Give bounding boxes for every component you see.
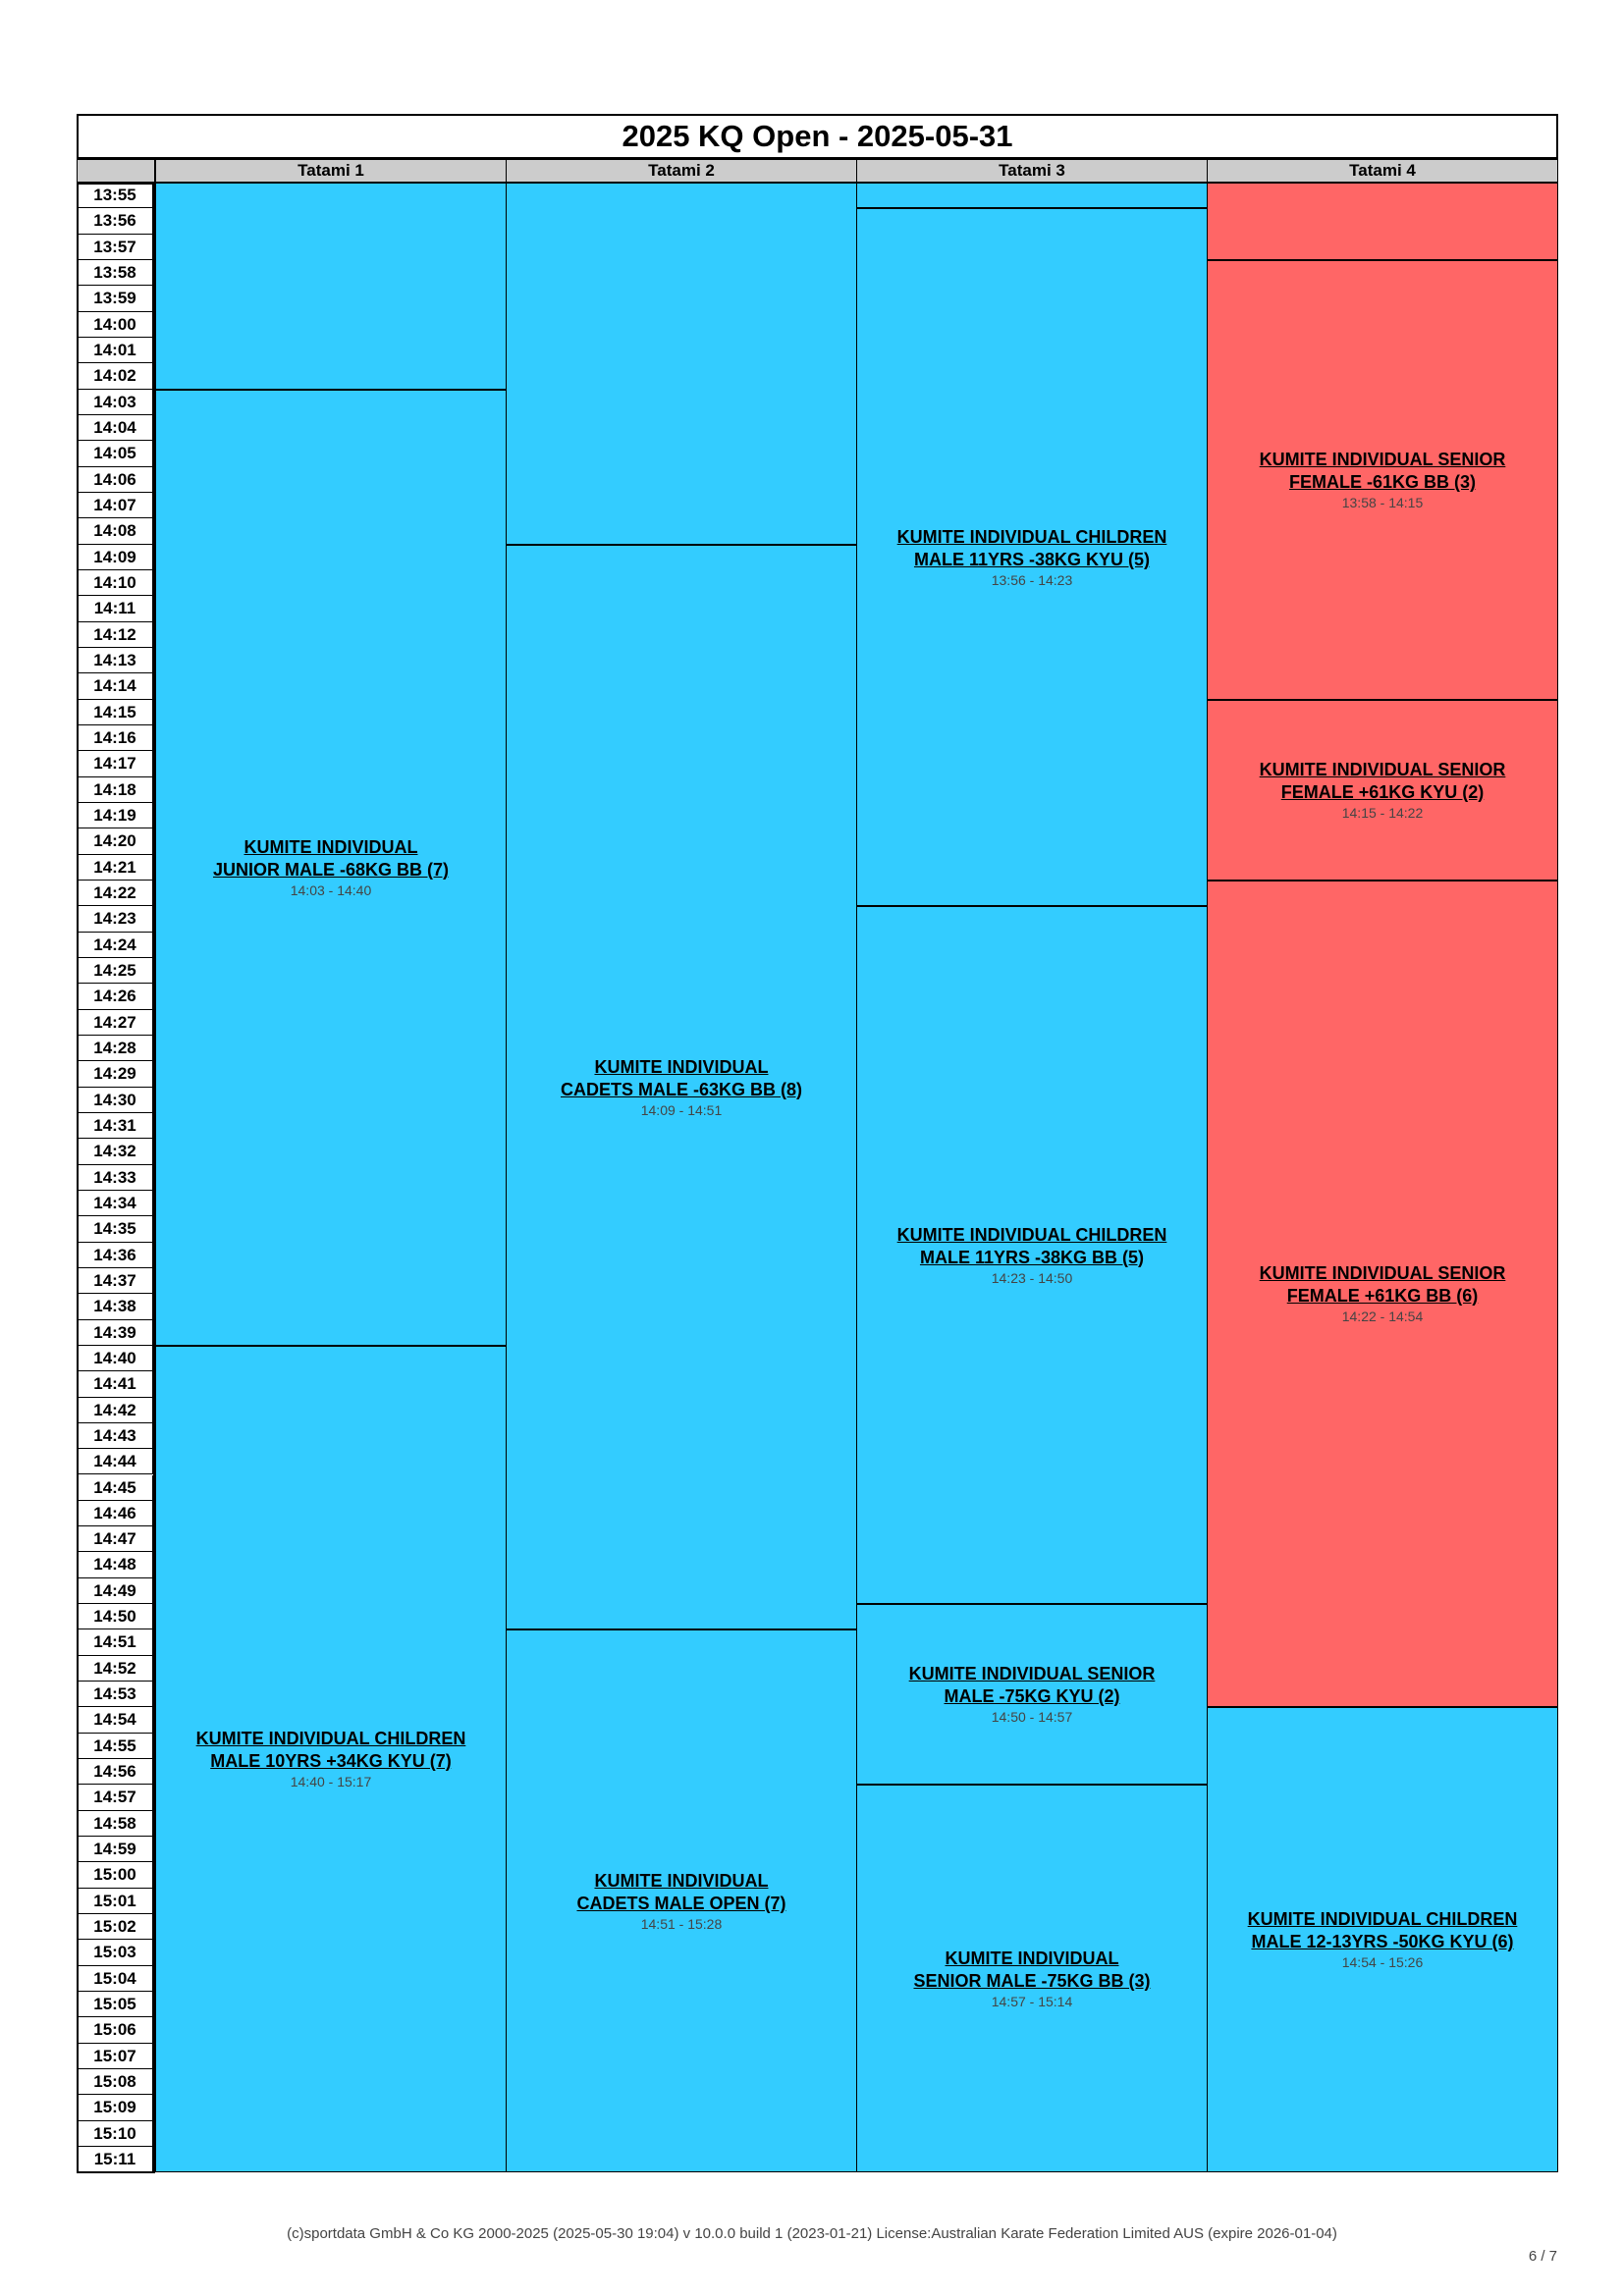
time-slot-label: 14:48 <box>77 1552 153 1577</box>
schedule-block <box>506 545 857 1630</box>
schedule-block <box>856 183 1208 208</box>
time-slot-label: 14:04 <box>77 415 153 441</box>
time-slot-label: 14:53 <box>77 1682 153 1707</box>
category-name: KUMITE INDIVIDUAL SENIOR FEMALE +61KG BB (6) <box>1259 1263 1506 1307</box>
time-slot-label: 14:47 <box>77 1526 153 1552</box>
time-slot-label: 14:15 <box>77 700 153 725</box>
schedule-block <box>856 906 1208 1604</box>
time-slot-label: 14:29 <box>77 1061 153 1087</box>
time-slot-label: 15:11 <box>77 2147 153 2172</box>
schedule-block <box>1207 260 1558 700</box>
time-slot-label: 14:27 <box>77 1010 153 1036</box>
time-slot-label: 14:12 <box>77 622 153 648</box>
category-name: KUMITE INDIVIDUAL SENIOR FEMALE -61KG BB (3) <box>1259 449 1506 492</box>
time-slot-label: 14:57 <box>77 1785 153 1810</box>
category-name: KUMITE INDIVIDUAL SENIOR MALE -75KG KYU (2) <box>908 1664 1156 1707</box>
tatami-3-header: Tatami 3 <box>856 159 1208 183</box>
time-slot-label: 14:23 <box>77 906 153 932</box>
time-slot-label: 14:24 <box>77 933 153 958</box>
time-slot-label: 14:11 <box>77 596 153 621</box>
time-slot-label: 14:55 <box>77 1734 153 1759</box>
schedule-block <box>155 1346 507 2173</box>
time-slot-label: 13:59 <box>77 286 153 311</box>
time-slot-label: 14:35 <box>77 1216 153 1242</box>
time-slot-label: 14:33 <box>77 1165 153 1191</box>
time-range: 14:09 - 14:51 <box>640 1101 723 1118</box>
time-slot-label: 15:04 <box>77 1966 153 1992</box>
time-range: 14:57 - 15:14 <box>991 1993 1073 2009</box>
time-range: 14:22 - 14:54 <box>1341 1308 1424 1325</box>
time-slot-label: 15:07 <box>77 2044 153 2069</box>
time-slot-label: 15:00 <box>77 1862 153 1888</box>
schedule-block <box>506 183 857 545</box>
time-slot-label: 14:59 <box>77 1837 153 1862</box>
time-slot-label: 14:20 <box>77 828 153 854</box>
time-slot-label: 14:39 <box>77 1320 153 1346</box>
schedule-block <box>155 390 507 1346</box>
time-slot-label: 14:45 <box>77 1475 153 1501</box>
footer-license-text: (c)sportdata GmbH & Co KG 2000-2025 (2025-05-30 19:04) v 10.0.0 build 1 (2023-01-21) License:Australian Karate Federation Limited AUS (expire 2026-01-04) <box>287 2225 1337 2242</box>
schedule-block <box>1207 183 1558 260</box>
time-range: 13:58 - 14:15 <box>1341 494 1424 510</box>
time-slot-label: 15:09 <box>77 2095 153 2120</box>
category-name: KUMITE INDIVIDUAL CADETS MALE OPEN (7) <box>576 1870 786 1913</box>
time-slot-label: 15:10 <box>77 2121 153 2147</box>
time-slot-label: 14:02 <box>77 363 153 389</box>
category-name: KUMITE INDIVIDUAL CHILDREN MALE 11YRS -38KG KYU (5) <box>896 526 1167 569</box>
schedule-block <box>1207 700 1558 881</box>
category-name: KUMITE INDIVIDUAL SENIOR MALE -75KG BB (3) <box>913 1948 1151 1991</box>
time-slot-label: 15:08 <box>77 2069 153 2095</box>
time-slot-label: 14:31 <box>77 1113 153 1139</box>
category-name: KUMITE INDIVIDUAL CHILDREN MALE 12-13YRS -50KG KYU (6) <box>1247 1909 1518 1952</box>
time-slot-label: 14:28 <box>77 1036 153 1061</box>
schedule-grid <box>77 114 1558 2171</box>
schedule-block <box>856 208 1208 906</box>
time-slot-label: 14:56 <box>77 1759 153 1785</box>
schedule-block <box>155 183 507 390</box>
time-slot-label: 14:37 <box>77 1268 153 1294</box>
schedule-block <box>1207 881 1558 1708</box>
category-name: KUMITE INDIVIDUAL CADETS MALE -63KG BB (8) <box>560 1056 802 1099</box>
time-range: 14:51 - 15:28 <box>640 1915 723 1932</box>
time-slot-label: 15:06 <box>77 2017 153 2043</box>
category-name: KUMITE INDIVIDUAL CHILDREN MALE 11YRS -38KG BB (5) <box>896 1224 1167 1267</box>
time-slot-label: 14:03 <box>77 390 153 415</box>
time-slot-label: 14:18 <box>77 777 153 803</box>
time-range: 14:15 - 14:22 <box>1341 804 1424 821</box>
schedule-block <box>1207 1707 1558 2172</box>
category-name: KUMITE INDIVIDUAL JUNIOR MALE -68KG BB (7) <box>212 836 450 880</box>
time-slot-label: 14:43 <box>77 1423 153 1449</box>
time-slot-label: 14:07 <box>77 493 153 518</box>
time-range: 13:56 - 14:23 <box>991 571 1073 588</box>
time-slot-label: 14:26 <box>77 984 153 1009</box>
tatami-1-header: Tatami 1 <box>155 159 507 183</box>
time-slot-label: 14:42 <box>77 1398 153 1423</box>
time-slot-label: 14:54 <box>77 1707 153 1733</box>
time-slot-label: 14:49 <box>77 1578 153 1604</box>
time-slot-label: 14:13 <box>77 648 153 673</box>
time-range: 14:40 - 15:17 <box>290 1774 372 1790</box>
time-slot-label: 14:40 <box>77 1346 153 1371</box>
time-slot-label: 14:41 <box>77 1371 153 1397</box>
time-slot-label: 15:05 <box>77 1992 153 2017</box>
time-slot-label: 14:01 <box>77 338 153 363</box>
time-slot-label: 14:36 <box>77 1243 153 1268</box>
time-slot-label: 14:16 <box>77 725 153 751</box>
time-slot-label: 14:50 <box>77 1604 153 1629</box>
time-slot-label: 13:55 <box>77 183 153 208</box>
time-slot-label: 14:05 <box>77 441 153 466</box>
time-slot-label: 14:52 <box>77 1656 153 1682</box>
time-slot-label: 14:38 <box>77 1294 153 1319</box>
time-slot-label: 14:00 <box>77 312 153 338</box>
time-slot-label: 14:10 <box>77 570 153 596</box>
time-slot-label: 14:58 <box>77 1811 153 1837</box>
time-slot-label: 14:08 <box>77 518 153 544</box>
time-slot-label: 14:25 <box>77 958 153 984</box>
time-slot-label: 14:22 <box>77 881 153 906</box>
time-slot-label: 14:32 <box>77 1139 153 1164</box>
time-slot-label: 14:51 <box>77 1629 153 1655</box>
time-slot-label: 14:06 <box>77 467 153 493</box>
time-slot-label: 13:57 <box>77 235 153 260</box>
schedule-block <box>856 1785 1208 2172</box>
time-slot-label: 15:01 <box>77 1889 153 1914</box>
time-slot-label: 14:09 <box>77 545 153 570</box>
time-column-header <box>77 159 155 183</box>
time-slot-label: 15:02 <box>77 1914 153 1940</box>
time-slot-label: 13:56 <box>77 208 153 234</box>
time-slot-label: 15:03 <box>77 1940 153 1965</box>
time-slot-label: 14:21 <box>77 855 153 881</box>
time-slot-label: 14:30 <box>77 1088 153 1113</box>
time-range: 14:50 - 14:57 <box>991 1709 1073 1726</box>
category-name: KUMITE INDIVIDUAL SENIOR FEMALE +61KG KYU (2) <box>1259 759 1506 802</box>
time-slot-label: 14:14 <box>77 673 153 699</box>
time-slot-label: 13:58 <box>77 260 153 286</box>
schedule-block <box>506 1629 857 2172</box>
time-range: 14:03 - 14:40 <box>290 881 372 898</box>
schedule-block <box>856 1604 1208 1785</box>
time-slot-label: 14:17 <box>77 751 153 776</box>
time-slot-label: 14:44 <box>77 1449 153 1474</box>
category-name: KUMITE INDIVIDUAL CHILDREN MALE 10YRS +34KG KYU (7) <box>195 1729 466 1772</box>
time-slot-label: 14:19 <box>77 803 153 828</box>
time-slot-label: 14:34 <box>77 1191 153 1216</box>
tatami-2-header: Tatami 2 <box>506 159 857 183</box>
tatami-4-header: Tatami 4 <box>1207 159 1558 183</box>
time-range: 14:23 - 14:50 <box>991 1269 1073 1286</box>
time-range: 14:54 - 15:26 <box>1341 1954 1424 1971</box>
page-number: 6 / 7 <box>1528 2248 1557 2265</box>
schedule-title: 2025 KQ Open - 2025-05-31 <box>77 114 1558 159</box>
time-slot-label: 14:46 <box>77 1501 153 1526</box>
